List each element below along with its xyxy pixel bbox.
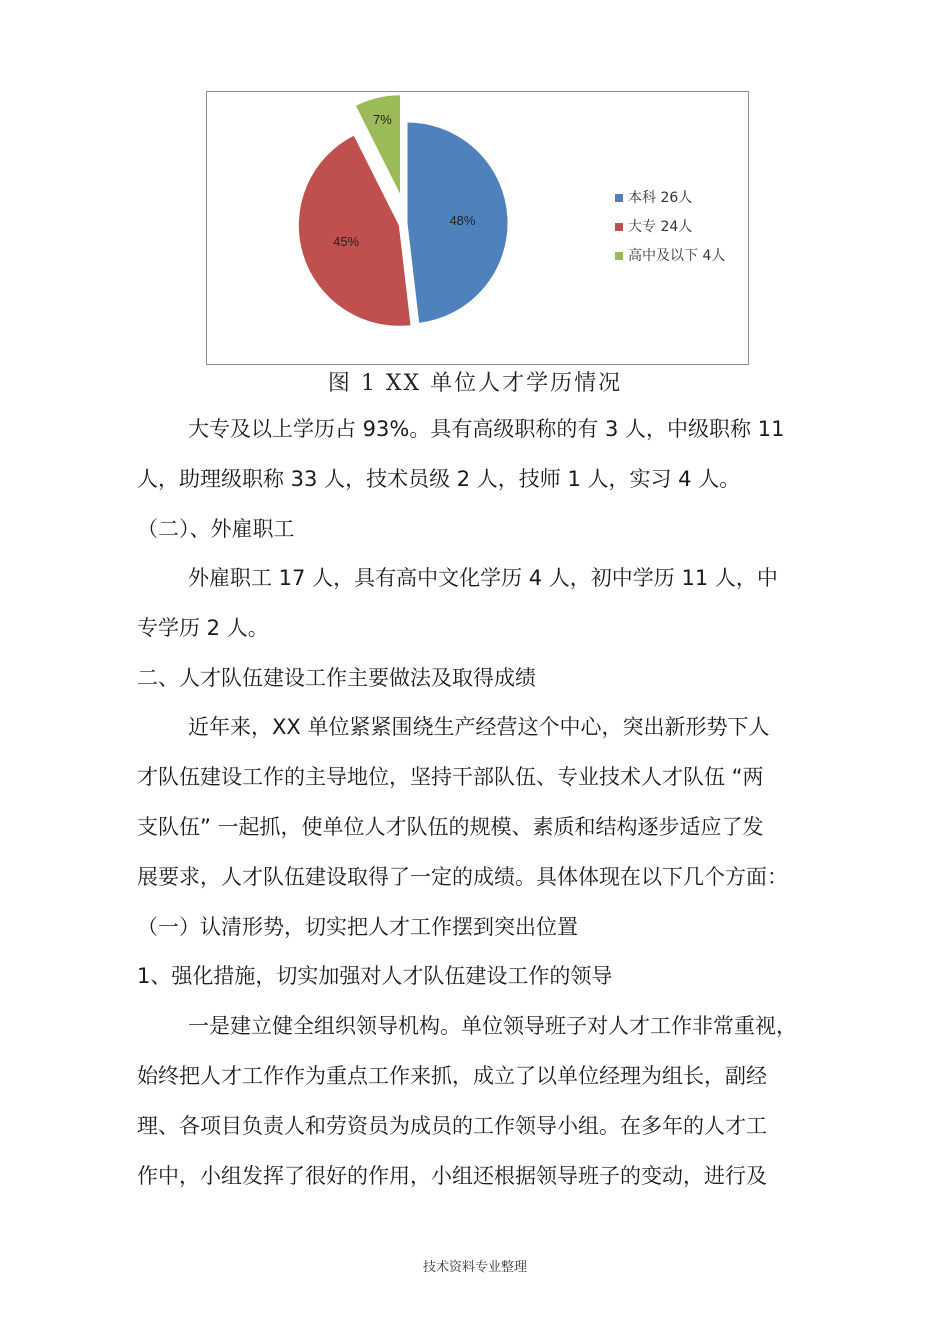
pie-chart — [206, 91, 749, 365]
body-line: 作中，小组发挥了很好的作用，小组还根据领导班子的变动，进行及 — [137, 1164, 767, 1188]
body-line: 大专及以上学历占 93%。具有高级职称的有 3 人，中级职称 11 — [188, 417, 785, 441]
body-line: 理、各项目负责人和劳资员为成员的工作领导小组。在多年的人才工 — [137, 1114, 767, 1138]
figure-caption: 图 1 XX 单位人才学历情况 — [327, 371, 623, 396]
pie-chart-svg — [207, 92, 750, 366]
section-heading: （一）认清形势，切实把人才工作摆到突出位置 — [137, 915, 578, 939]
body-line: 外雇职工 17 人，具有高中文化学历 4 人，初中学历 11 人，中 — [188, 566, 778, 590]
body-line: 一是建立健全组织领导机构。单位领导班子对人才工作非常重视， — [188, 1014, 797, 1038]
body-line: 展要求，人才队伍建设取得了一定的成绩。具体体现在以下几个方面： — [137, 865, 788, 889]
page-footer: 技术资料专业整理 — [422, 1260, 527, 1275]
legend-label: 高中及以下 4人 — [628, 248, 726, 264]
body-line: 人，助理级职称 33 人，技术员级 2 人，技师 1 人，实习 4 人。 — [137, 467, 741, 491]
section-heading: （二）、外雇职工 — [137, 517, 295, 541]
body-line: 才队伍建设工作的主导地位，坚持干部队伍、专业技术人才队伍 “两 — [137, 765, 764, 789]
legend-swatch — [615, 194, 623, 202]
body-line: 支队伍” 一起抓，使单位人才队伍的规模、素质和结构逐步适应了发 — [137, 815, 764, 839]
body-line: 专学历 2 人。 — [137, 616, 269, 640]
legend-label: 大专 24人 — [628, 219, 693, 235]
pie-data-label: 45% — [333, 234, 360, 250]
pie-data-label: 48% — [449, 212, 476, 228]
legend-swatch — [615, 223, 623, 231]
body-line: 近年来，XX 单位紧紧围绕生产经营这个中心，突出新形势下人 — [188, 715, 770, 739]
section-heading: 二、人才队伍建设工作主要做法及取得成绩 — [137, 666, 536, 690]
section-heading: 1、强化措施，切实加强对人才队伍建设工作的领导 — [137, 964, 613, 988]
pie-data-label: 7% — [372, 112, 392, 128]
legend-label: 本科 26人 — [628, 190, 693, 206]
body-line: 始终把人才工作作为重点工作来抓，成立了以单位经理为组长，副经 — [137, 1064, 767, 1088]
legend-swatch — [615, 252, 623, 260]
